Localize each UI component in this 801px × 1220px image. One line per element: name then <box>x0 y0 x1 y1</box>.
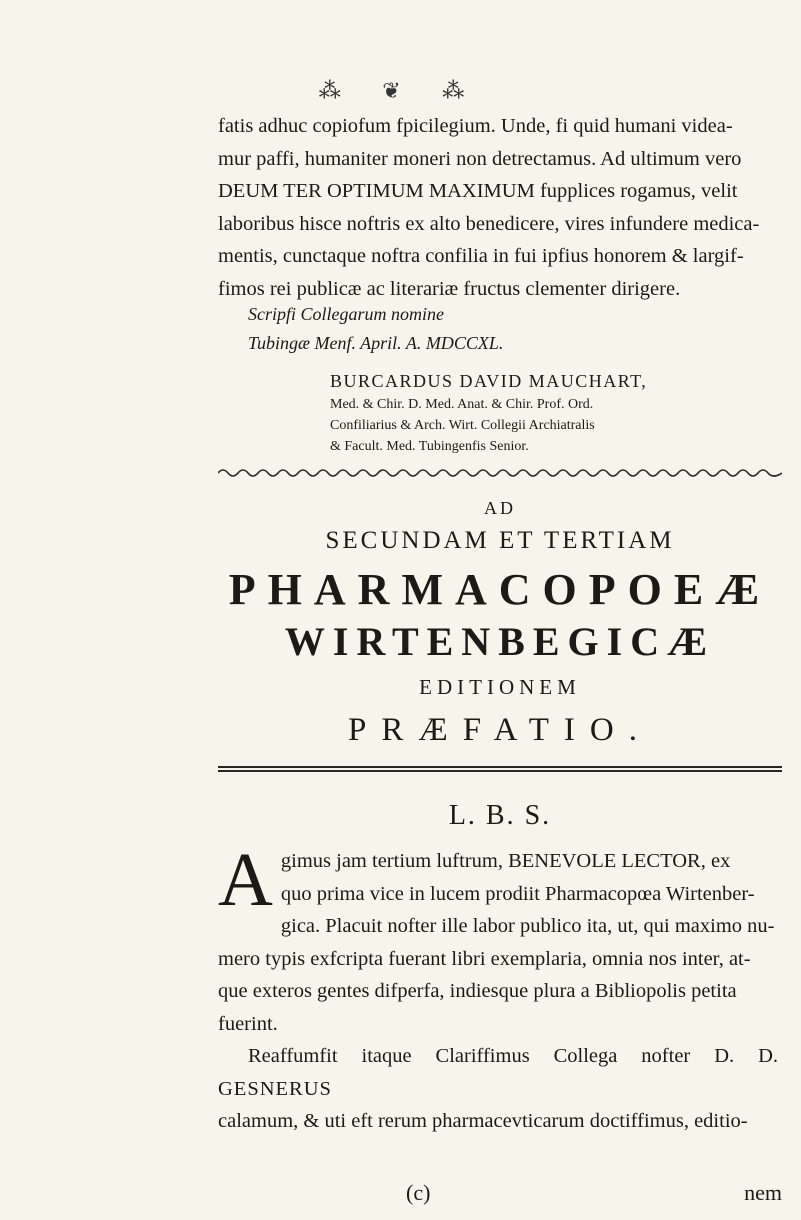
preface-paragraph <box>218 838 778 1040</box>
signature-block <box>330 371 780 455</box>
signer-name: BURCARDUS DAVID MAUCHART, <box>330 371 648 391</box>
place-line: Scripfi Collegarum nomine <box>248 304 444 324</box>
text-line: quo prima vice in lucem prodiit Pharmacopœa Wirtenber- <box>280 882 755 905</box>
closing-paragraph <box>218 110 778 305</box>
text-line: laboribus hisce noftris ex alto benedicere, vires infundere medica- <box>218 212 760 235</box>
preface-title <box>218 498 782 749</box>
signer-title: & Facult. Med. Tubingenfis Senior. <box>330 439 529 454</box>
drop-cap: A <box>218 838 273 922</box>
text-line: gica. Placuit nofter ille labor publico ita, ut, qui maximo nu- <box>280 915 775 937</box>
title-ad: AD <box>484 498 516 518</box>
title-pharmacopoeae: PHARMACOPOEÆ <box>228 565 772 614</box>
preface-paragraph-2 <box>218 1040 778 1138</box>
text-line: mentis, cunctaque noftra confilia in fui ipfius honorem & largif- <box>218 245 744 267</box>
signer-title: Med. & Chir. D. Med. Anat. & Chir. Prof. Ord. <box>330 397 594 412</box>
signer-title: Confiliarius & Arch. Wirt. Collegii Archiatralis <box>330 418 595 433</box>
title-editionem: EDITIONEM <box>419 675 581 699</box>
head-ornament: ⁂ ❦ ⁂ <box>318 78 483 103</box>
text-line: calamum, & uti eft rerum pharmacevticarum doctiffimus, editio- <box>218 1110 748 1132</box>
text-line: mur paffi, humaniter moneri non detrectamus. Ad ultimum vero <box>218 147 742 170</box>
text-line: fuerint. <box>218 1012 278 1035</box>
title-wirtenbergicae: WIRTENBEGICÆ <box>284 619 716 664</box>
text-line: gimus jam tertium luftrum, BENEVOLE LECTOR, ex <box>280 850 731 872</box>
text-line: que exteros gentes difperfa, indiesque plura a Bibliopolis petita <box>218 980 737 1002</box>
text-line: DEUM TER OPTIMUM MAXIMUM fupplices rogamus, velit <box>218 180 738 202</box>
date-line: Tubingæ Menf. April. A. MDCCXL. <box>248 333 504 353</box>
name-gesnerus: GESNERUS <box>218 1077 332 1100</box>
text-line: mero typis exfcripta fuerant libri exemplaria, omnia nos inter, at- <box>218 947 751 970</box>
wavy-divider <box>218 466 782 480</box>
place-date <box>248 300 503 358</box>
title-secundam: SECUNDAM ET TERTIAM <box>325 527 675 554</box>
catchword: nem <box>744 1180 782 1205</box>
double-rule-divider <box>218 766 782 772</box>
salutation: L. B. S. <box>448 800 552 831</box>
text-segment: Reaffumfit itaque Clariffimus Collega nofter D. D. <box>248 1045 778 1067</box>
text-line: fimos rei publicæ ac literariæ fructus clementer dirigere. <box>218 277 681 300</box>
text-line <box>218 1040 778 1105</box>
title-praefatio: PRÆFATIO. <box>347 712 652 748</box>
signature-mark: (c) <box>406 1180 431 1205</box>
text-line: fatis adhuc copiofum fpicilegium. Unde, fi quid humani videa- <box>218 115 733 137</box>
